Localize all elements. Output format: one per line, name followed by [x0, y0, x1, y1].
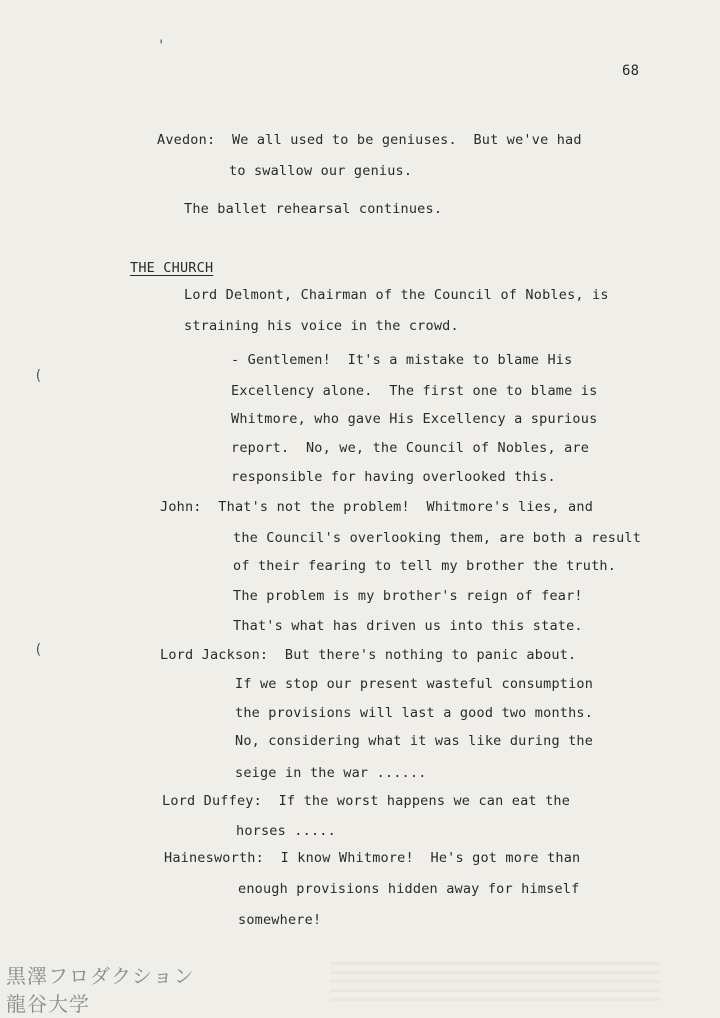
script-line: Lord Delmont, Chairman of the Council of Nobles, is: [184, 287, 609, 303]
script-line: No, considering what it was like during the: [235, 733, 594, 749]
script-line: If we stop our present wasteful consumption: [235, 676, 594, 692]
script-line: Excellency alone. The first one to blame is: [231, 383, 598, 399]
script-line: the Council's overlooking them, are both a result: [233, 530, 642, 546]
script-line: That's what has driven us into this state.: [233, 618, 583, 634]
script-line: John: That's not the problem! Whitmore's lies, and: [160, 499, 594, 515]
script-line: Hainesworth: I know Whitmore! He's got more than: [164, 850, 581, 866]
page-number: 68: [622, 63, 640, 79]
script-line: The ballet rehearsal continues.: [184, 201, 443, 217]
watermark-line-1: 黒澤フロダクション: [6, 964, 195, 988]
script-line: Avedon: We all used to be geniuses. But we've had: [157, 132, 582, 148]
margin-mark: ': [157, 38, 166, 54]
script-line: report. No, we, the Council of Nobles, are: [231, 440, 590, 456]
script-line: responsible for having overlooked this.: [231, 469, 556, 485]
script-line: Lord Duffey: If the worst happens we can eat the: [162, 793, 571, 809]
script-line: Lord Jackson: But there's nothing to panic about.: [160, 647, 577, 663]
script-line: horses .....: [236, 823, 336, 839]
script-line: enough provisions hidden away for himself: [238, 881, 580, 897]
script-line: the provisions will last a good two months.: [235, 705, 594, 721]
watermark-line-2: 龍谷大学: [6, 992, 90, 1016]
script-line: Whitmore, who gave His Excellency a spurious: [231, 411, 598, 427]
script-line: to swallow our genius.: [229, 163, 413, 179]
script-line: - Gentlemen! It's a mistake to blame His: [231, 352, 573, 368]
script-line: of their fearing to tell my brother the truth.: [233, 558, 617, 574]
binder-hole-mark: (: [34, 368, 43, 384]
scene-heading: THE CHURCH: [130, 260, 214, 276]
script-line: seige in the war ......: [235, 765, 427, 781]
bleed-through-smudge: [330, 962, 660, 1002]
script-line: The problem is my brother's reign of fear!: [233, 588, 583, 604]
script-line: straining his voice in the crowd.: [184, 318, 459, 334]
binder-hole-mark: (: [34, 642, 43, 658]
script-line: somewhere!: [238, 912, 322, 928]
